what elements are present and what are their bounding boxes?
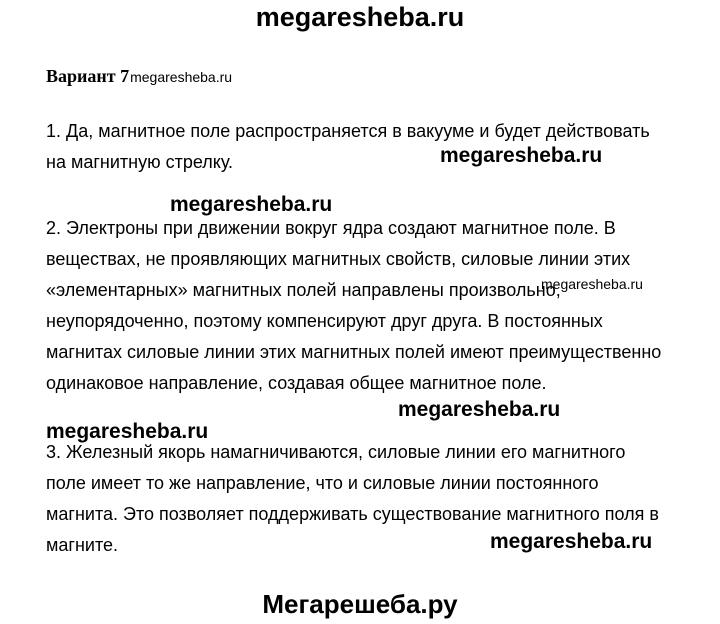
answer-paragraph-2 — [46, 213, 661, 399]
paragraph-line: магнитах силовые линии этих магнитных полей имеют преимущественно — [46, 342, 662, 362]
variant-heading — [46, 66, 232, 87]
watermark-before-answer-3: megaresheba.ru — [46, 420, 209, 443]
heading-watermark: megaresheba.ru — [130, 69, 233, 85]
variant-title: Вариант 7 — [46, 66, 130, 86]
watermark-top: megaresheba.ru — [255, 2, 465, 32]
paragraph-line: веществах, не проявляющих магнитных свойств, силовые линии этих — [46, 249, 631, 269]
paragraph-line: магните. — [46, 535, 118, 555]
paragraph-line: одинаковое направление, создавая общее магнитное поле. — [46, 373, 547, 393]
watermark-bottom: Мегарешеба.ру — [262, 589, 458, 619]
watermark-after-answer-3: megaresheba.ru — [490, 530, 653, 553]
paragraph-line: 1. Да, магнитное поле распространяется в вакууме и будет действовать — [46, 121, 650, 141]
watermark-before-answer-2: megaresheba.ru — [170, 193, 333, 216]
paragraph-line: магнита. Это позволяет поддерживать существование магнитного поля в — [46, 504, 659, 524]
paragraph-line: поле имеет то же направление, что и силовые линии постоянного — [46, 473, 599, 493]
watermark-after-answer-1: megaresheba.ru — [440, 144, 603, 167]
paragraph-line: на магнитную стрелку. — [46, 152, 234, 172]
paragraph-line: «элементарных» магнитных полей направлены произвольно, — [46, 280, 561, 300]
watermark-inline-answer-2: megaresheba.ru — [541, 276, 643, 292]
paragraph-line: 3. Железный якорь намагничиваются, силовые линии его магнитного — [46, 442, 626, 462]
paragraph-line: 2. Электроны при движении вокруг ядра создают магнитное поле. В — [46, 218, 616, 238]
paragraph-line: неупорядоченно, поэтому компенсируют друг друга. В постоянных — [46, 311, 603, 331]
watermark-after-answer-2: megaresheba.ru — [398, 398, 561, 421]
